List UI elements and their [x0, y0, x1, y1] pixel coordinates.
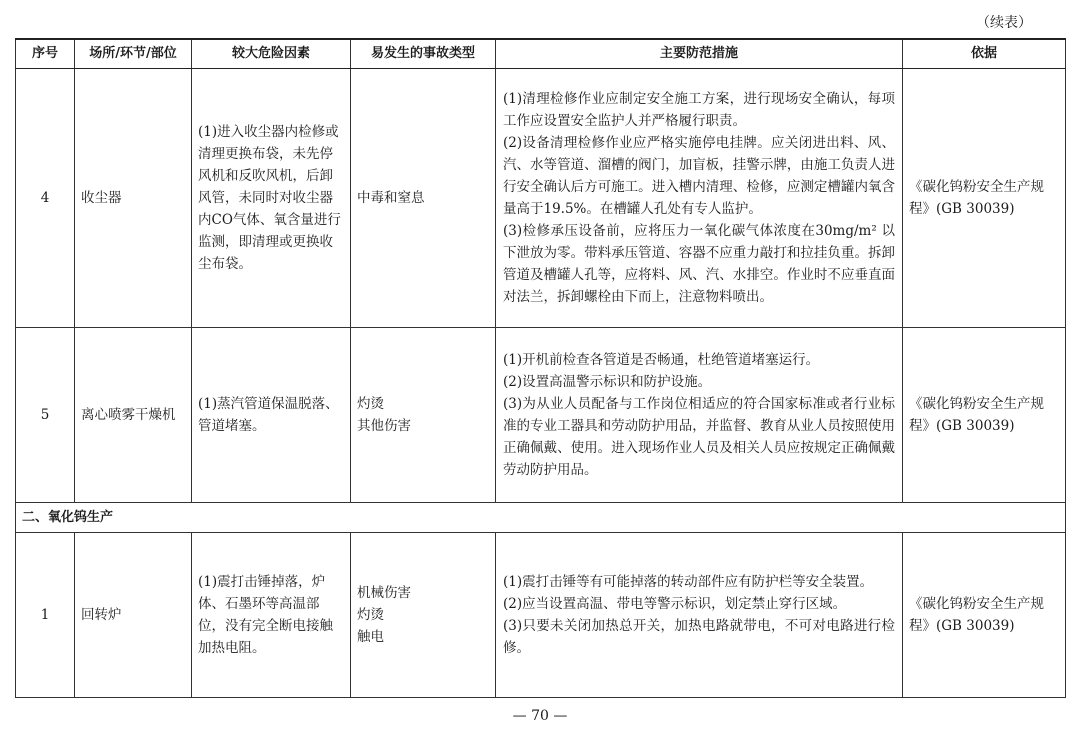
row-accident [351, 328, 496, 503]
table-row [16, 533, 1066, 698]
header-risk: 较大危险因素 [192, 39, 351, 69]
row-place: 回转炉 [75, 533, 192, 698]
accident-type: 其他伤害 [357, 418, 411, 434]
row-basis: 《碳化钨粉安全生产规程》(GB 30039) [903, 328, 1066, 503]
measure-item: (3)检修承压设备前，应将压力一氧化碳气体浓度在30mg/m² 以下泄放为零。带料承压管道、容器不应重力敲打和拉挂负重。拆卸管道及槽罐人孔等，应将料、风、汽、水排空。作业时不应垂直面对法兰，拆卸螺栓由下而上，注意物料喷出。 [503, 223, 895, 305]
measure-item: (2)应当设置高温、带电等警示标识，划定禁止穿行区域。 [503, 596, 847, 612]
continued-label: （续表） [976, 15, 1032, 31]
row-risk: (1)蒸汽管道保温脱落、管道堵塞。 [192, 328, 351, 503]
section-title: 二、氧化钨生产 [16, 503, 1066, 533]
row-basis: 《碳化钨粉安全生产规程》(GB 30039) [903, 69, 1066, 328]
accident-type: 灼烫 [357, 607, 384, 623]
header-place: 场所/环节/部位 [75, 39, 192, 69]
measure-item: (2)设置高温警示标识和防护设施。 [503, 374, 712, 390]
row-no: 5 [16, 328, 75, 503]
header-accident: 易发生的事故类型 [351, 39, 496, 69]
row-measures [496, 69, 903, 328]
accident-type: 灼烫 [357, 396, 384, 412]
section-row [16, 503, 1066, 533]
row-measures [496, 533, 903, 698]
row-place: 收尘器 [75, 69, 192, 328]
accident-type: 中毒和窒息 [357, 190, 425, 206]
header-basis: 依据 [903, 39, 1066, 69]
accident-type: 触电 [357, 629, 384, 645]
measure-item: (1)震打击锤等有可能掉落的转动部件应有防护栏等安全装置。 [503, 574, 874, 590]
header-no: 序号 [16, 39, 75, 69]
table-row [16, 328, 1066, 503]
table-row [16, 69, 1066, 328]
measure-item: (1)清理检修作业应制定安全施工方案，进行现场安全确认，每项工作应设置安全监护人并严格履行职责。 [503, 91, 895, 129]
measure-item: (2)设备清理检修作业应严格实施停电挂牌。应关闭进出料、风、汽、水等管道、溜槽的阀门，加盲板，挂警示牌，由施工负责人进行安全确认后方可施工。进入槽内清理、检修，应测定槽罐内氧含量高于19.5%。在槽罐人孔处有专人监护。 [503, 135, 895, 217]
measure-item: (1)开机前检查各管道是否畅通，杜绝管道堵塞运行。 [503, 352, 820, 368]
measure-item: (3)只要未关闭加热总开关，加热电路就带电，不可对电路进行检修。 [503, 618, 895, 656]
row-no: 4 [16, 69, 75, 328]
row-risk: (1)进入收尘器内检修或清理更换布袋，未先停风机和反吹风机，后卸风管，未同时对收尘器内CO气体、氧含量进行监测，即清理或更换收尘布袋。 [192, 69, 351, 328]
header-measures: 主要防范措施 [496, 39, 903, 69]
row-accident [351, 69, 496, 328]
row-measures [496, 328, 903, 503]
row-basis: 《碳化钨粉安全生产规程》(GB 30039) [903, 533, 1066, 698]
row-place: 离心喷雾干燥机 [75, 328, 192, 503]
measure-item: (3)为从业人员配备与工作岗位相适应的符合国家标准或者行业标准的专业工器具和劳动防护用品，并监督、教育从业人员按照使用正确佩戴、使用。进入现场作业人员及相关人员应按规定正确佩戴劳动防护用品。 [503, 396, 895, 478]
row-no: 1 [16, 533, 75, 698]
table-header-row [16, 39, 1066, 69]
page-number: — 70 — [512, 708, 568, 724]
hazard-table [15, 38, 1066, 698]
accident-type: 机械伤害 [357, 585, 411, 601]
row-risk: (1)震打击锤掉落，炉体、石墨环等高温部位，没有完全断电接触加热电阻。 [192, 533, 351, 698]
row-accident [351, 533, 496, 698]
